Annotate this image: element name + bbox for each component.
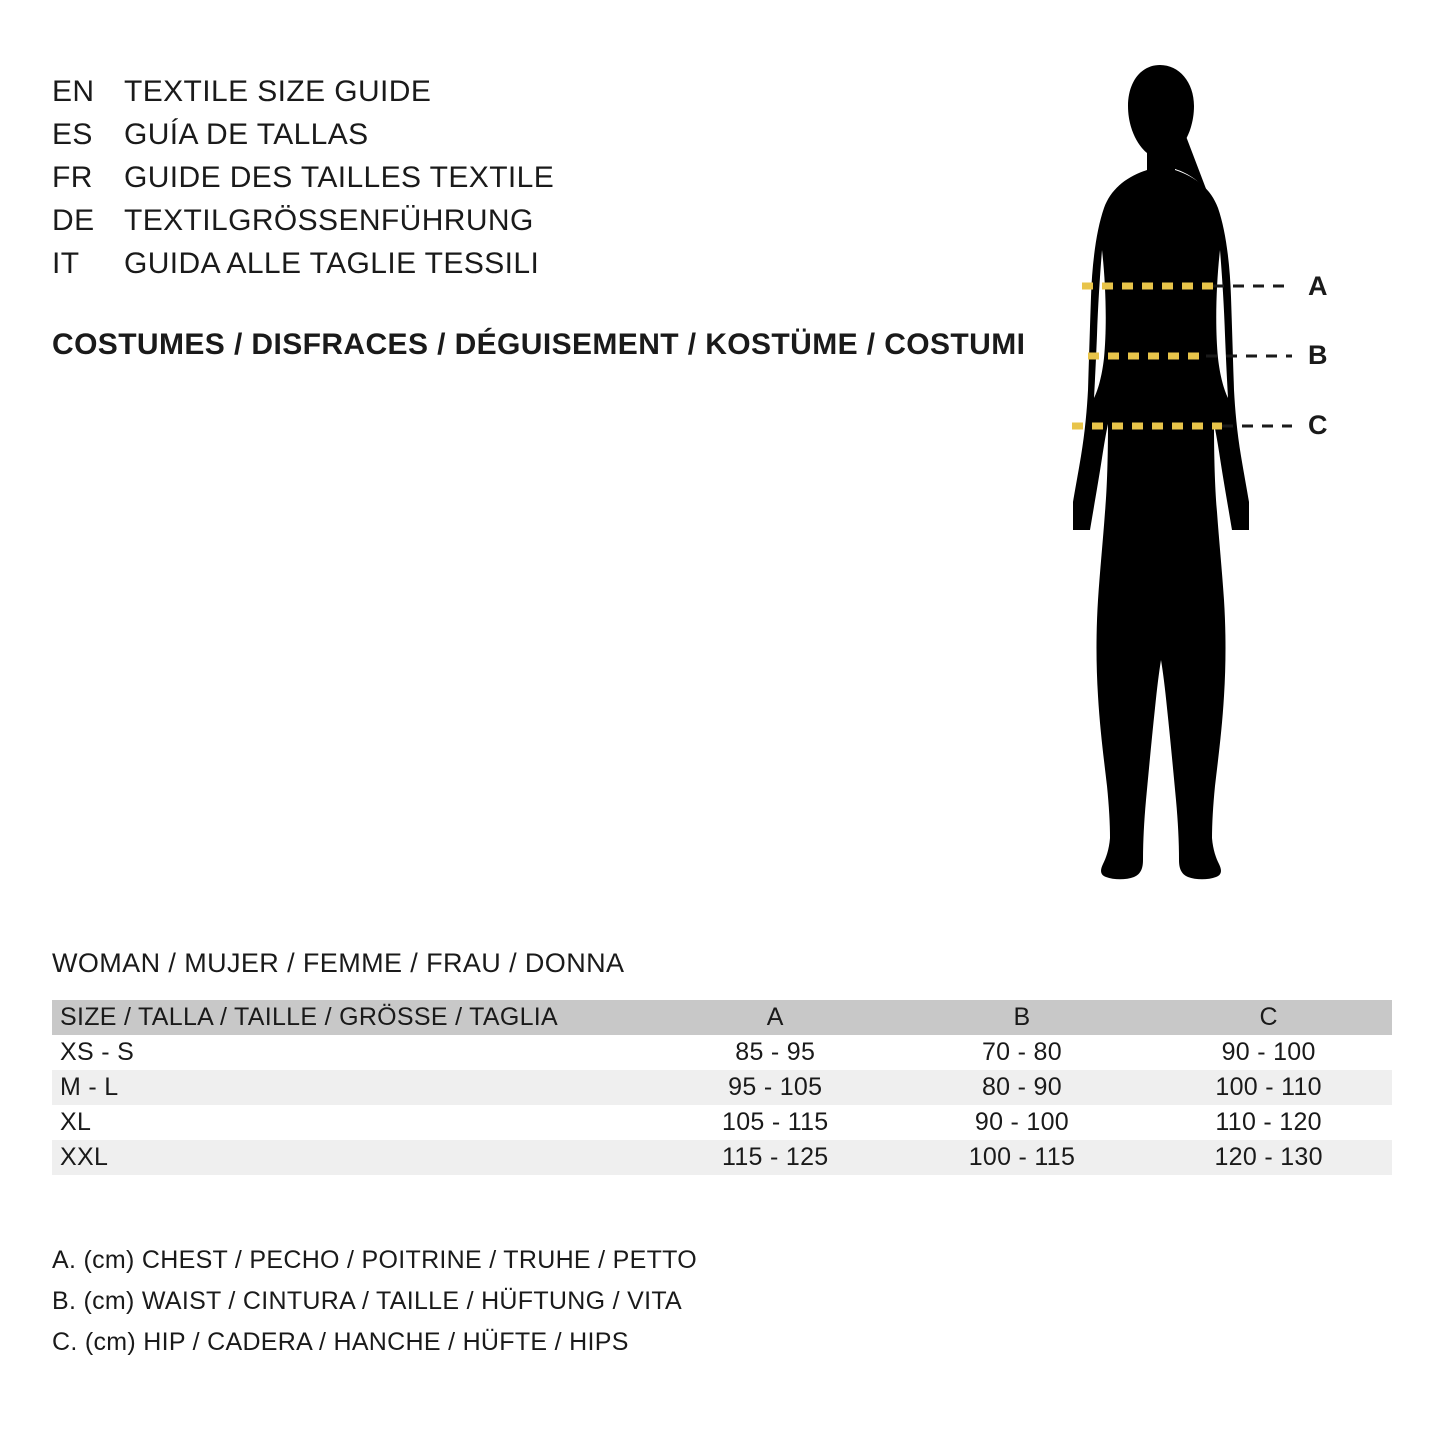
row-value-a: 105 - 115 bbox=[722, 1108, 829, 1136]
marker-label-a: A bbox=[1308, 271, 1328, 301]
row-value-c: 110 - 120 bbox=[1215, 1108, 1322, 1136]
row-size: XL bbox=[60, 1108, 92, 1136]
table-row bbox=[52, 1105, 1392, 1140]
language-row-fr bbox=[52, 156, 1012, 199]
language-text-es: GUÍA DE TALLAS bbox=[124, 118, 369, 151]
language-list bbox=[52, 70, 1012, 285]
table-row bbox=[52, 1140, 1392, 1175]
language-code-es: ES bbox=[52, 118, 93, 151]
language-text-fr: GUIDE DES TAILLES TEXTILE bbox=[124, 161, 555, 194]
row-size: M - L bbox=[60, 1073, 119, 1101]
table-row bbox=[52, 1070, 1392, 1105]
size-table-body bbox=[52, 1035, 1392, 1175]
row-value-b: 80 - 90 bbox=[981, 1073, 1062, 1101]
category-title: COSTUMES / DISFRACES / DÉGUISEMENT / KOSTÜME / COSTUMI bbox=[52, 328, 1026, 361]
woman-silhouette-icon bbox=[1010, 60, 1410, 890]
row-value-a: 95 - 105 bbox=[728, 1073, 823, 1101]
language-row-en bbox=[52, 70, 1012, 113]
legend-item-c: C. (cm) HIP / CADERA / HANCHE / HÜFTE / HIPS bbox=[52, 1328, 629, 1356]
header-b: B bbox=[1013, 1003, 1031, 1031]
row-value-c: 90 - 100 bbox=[1221, 1038, 1316, 1066]
language-text-de: TEXTILGRÖSSENFÜHRUNG bbox=[124, 204, 534, 237]
header-c: C bbox=[1259, 1003, 1278, 1031]
header-a: A bbox=[766, 1003, 784, 1031]
language-row-it bbox=[52, 242, 1012, 285]
table-row bbox=[52, 1035, 1392, 1070]
language-text-it: GUIDA ALLE TAGLIE TESSILI bbox=[124, 247, 540, 280]
marker-label-b: B bbox=[1308, 340, 1328, 370]
row-value-c: 120 - 130 bbox=[1214, 1143, 1323, 1171]
language-code-en: EN bbox=[52, 75, 95, 108]
row-size: XS - S bbox=[60, 1038, 135, 1066]
language-code-it: IT bbox=[52, 247, 80, 280]
row-size: XXL bbox=[60, 1143, 109, 1171]
row-value-a: 115 - 125 bbox=[722, 1143, 829, 1171]
language-row-de bbox=[52, 199, 1012, 242]
row-value-b: 100 - 115 bbox=[968, 1143, 1076, 1171]
row-value-c: 100 - 110 bbox=[1215, 1073, 1322, 1101]
language-row-es bbox=[52, 113, 1012, 156]
size-table-header bbox=[52, 1000, 1392, 1035]
row-value-b: 90 - 100 bbox=[974, 1108, 1069, 1136]
measurement-legend bbox=[52, 1240, 697, 1363]
marker-label-c: C bbox=[1308, 410, 1328, 440]
header-size: SIZE / TALLA / TAILLE / GRÖSSE / TAGLIA bbox=[60, 1003, 559, 1031]
language-code-de: DE bbox=[52, 204, 95, 237]
legend-item-a: A. (cm) CHEST / PECHO / POITRINE / TRUHE / PETTO bbox=[52, 1246, 698, 1274]
language-code-fr: FR bbox=[52, 161, 93, 194]
size-table bbox=[52, 1000, 1392, 1175]
legend-item-b: B. (cm) WAIST / CINTURA / TAILLE / HÜFTUNG / VITA bbox=[52, 1287, 683, 1315]
row-value-b: 70 - 80 bbox=[981, 1038, 1062, 1066]
language-text-en: TEXTILE SIZE GUIDE bbox=[124, 75, 432, 108]
table-header-row bbox=[52, 1000, 1392, 1035]
row-value-a: 85 - 95 bbox=[735, 1038, 816, 1066]
body-measurement-diagram bbox=[1010, 60, 1410, 890]
table-section-title: WOMAN / MUJER / FEMME / FRAU / DONNA bbox=[52, 948, 625, 978]
